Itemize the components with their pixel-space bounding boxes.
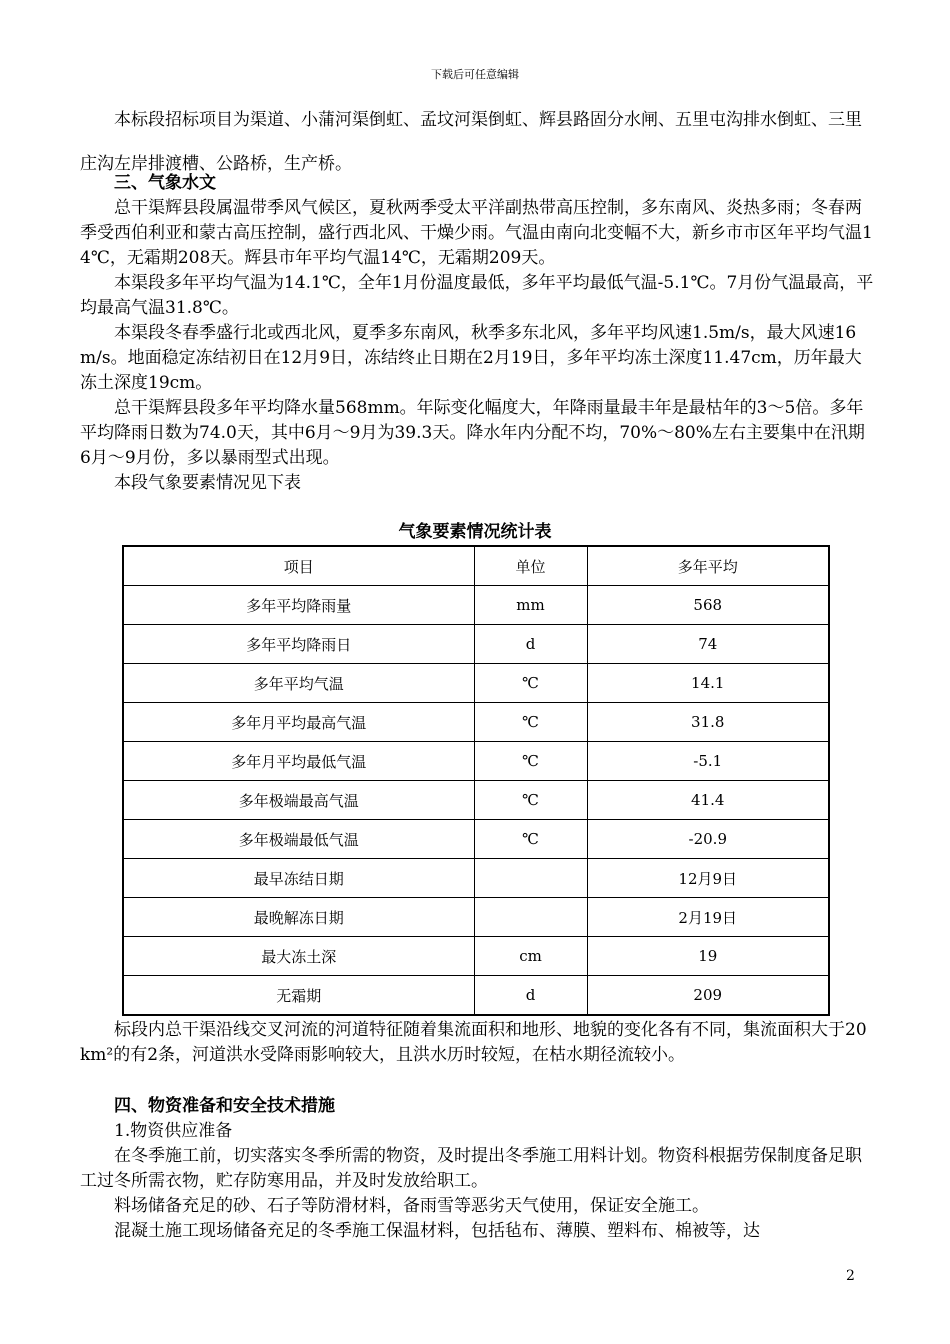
row-value: 209 — [587, 976, 829, 1016]
section-4 — [80, 1094, 874, 1244]
row-value: 74 — [587, 625, 829, 664]
header-note: 下载后可任意编辑 — [431, 68, 519, 81]
row-unit: ℃ — [474, 742, 587, 781]
table-row — [123, 898, 829, 937]
section-3-paragraph-4: 总干渠辉县段多年平均降水量568mm。年际变化幅度大，年降雨量最丰年是最枯年的3～5倍。多年平均降雨日数为74.0天，其中6月～9月为39.3天。降水年内分配不均，70%～80%左右主要集中在汛期6月～9月份，多以暴雨型式出现。 — [80, 398, 865, 468]
row-item: 最大冻土深 — [123, 937, 474, 976]
row-unit: d — [474, 976, 587, 1016]
row-value: 12月9日 — [587, 859, 829, 898]
row-unit: d — [474, 625, 587, 664]
row-value: 14.1 — [587, 664, 829, 703]
row-item: 多年月平均最低气温 — [123, 742, 474, 781]
table-title: 气象要素情况统计表 — [398, 522, 552, 542]
after-table-paragraph: 标段内总干渠沿线交叉河流的河道特征随着集流面积和地形、地貌的变化各有不同，集流面积大于20km²的有2条，河道洪水受降雨影响较大，且洪水历时较短，在枯水期径流较小。 — [80, 1020, 867, 1065]
table-row — [123, 937, 829, 976]
header-value: 多年平均 — [587, 546, 829, 586]
row-unit: ℃ — [474, 664, 587, 703]
table-row — [123, 703, 829, 742]
row-item: 多年极端最低气温 — [123, 820, 474, 859]
row-unit — [474, 859, 587, 898]
section-3-paragraph-3: 本渠段冬春季盛行北或西北风，夏季多东南风，秋季多东北风，多年平均风速1.5m/s，最大风速16m/s。地面稳定冻结初日在12月9日，冻结终止日期在2月19日，多年平均冻土深度11.47cm，历年最大冻土深度19cm。 — [80, 323, 862, 393]
section-3-paragraph-1: 总干渠辉县段属温带季风气候区，夏秋两季受太平洋副热带高压控制，多东南风、炎热多雨；冬春两季受西伯利亚和蒙古高压控制，盛行西北风、干燥少雨。气温由南向北变幅不大，新乡市市区年平均气温14℃，无霜期208天。辉县市年平均气温14℃，无霜期209天。 — [80, 198, 873, 268]
section-3-paragraph-2: 本渠段多年平均气温为14.1℃，全年1月份温度最低，多年平均最低气温-5.1℃。7月份气温最高，平均最高气温31.8℃。 — [80, 273, 874, 318]
after-table-block — [80, 1018, 874, 1068]
table-row — [123, 742, 829, 781]
row-value: 2月19日 — [587, 898, 829, 937]
row-item: 多年平均降雨量 — [123, 586, 474, 625]
table-row — [123, 664, 829, 703]
table-row — [123, 586, 829, 625]
row-unit: ℃ — [474, 703, 587, 742]
row-unit: ℃ — [474, 781, 587, 820]
table-row — [123, 625, 829, 664]
header-item: 项目 — [123, 546, 474, 586]
row-item: 多年极端最高气温 — [123, 781, 474, 820]
section-4-title: 四、物资准备和安全技术措施 — [114, 1096, 335, 1116]
section-4-paragraph-1: 在冬季施工前，切实落实冬季所需的物资，及时提出冬季施工用料计划。物资科根据劳保制度备足职工过冬所需衣物，贮存防寒用品，并及时发放给职工。 — [80, 1146, 862, 1191]
section-4-paragraph-3: 混凝土施工现场储备充足的冬季施工保温材料，包括毡布、薄膜、塑料布、棉被等，达 — [114, 1221, 760, 1241]
header-unit: 单位 — [474, 546, 587, 586]
row-value: 568 — [587, 586, 829, 625]
row-item: 最早冻结日期 — [123, 859, 474, 898]
table-row — [123, 976, 829, 1016]
row-value: 31.8 — [587, 703, 829, 742]
row-value: -20.9 — [587, 820, 829, 859]
row-item: 最晚解冻日期 — [123, 898, 474, 937]
table-row — [123, 859, 829, 898]
row-unit: cm — [474, 937, 587, 976]
section-4-paragraph-2: 料场储备充足的砂、石子等防滑材料，备雨雪等恶劣天气使用，保证安全施工。 — [114, 1196, 709, 1216]
section-4-subtitle-1: 1.物资供应准备 — [114, 1121, 233, 1141]
row-value: -5.1 — [587, 742, 829, 781]
row-item: 多年平均气温 — [123, 664, 474, 703]
section-3 — [80, 171, 874, 496]
row-unit: ℃ — [474, 820, 587, 859]
table-header-row — [123, 546, 829, 586]
section-3-title: 三、气象水文 — [114, 173, 216, 193]
row-value: 41.4 — [587, 781, 829, 820]
page-number: 2 — [846, 1268, 855, 1284]
intro-paragraph: 本标段招标项目为渠道、小蒲河渠倒虹、孟坟河渠倒虹、辉县路固分水闸、五里屯沟排水倒虹、三里庄沟左岸排渡槽、公路桥，生产桥。 — [80, 110, 862, 174]
row-unit — [474, 898, 587, 937]
section-3-paragraph-5: 本段气象要素情况见下表 — [114, 473, 301, 493]
row-item: 多年平均降雨日 — [123, 625, 474, 664]
table-row — [123, 781, 829, 820]
row-item: 多年月平均最高气温 — [123, 703, 474, 742]
row-unit: mm — [474, 586, 587, 625]
row-item: 无霜期 — [123, 976, 474, 1016]
row-value: 19 — [587, 937, 829, 976]
table-row — [123, 820, 829, 859]
weather-stats-table — [122, 545, 830, 1016]
